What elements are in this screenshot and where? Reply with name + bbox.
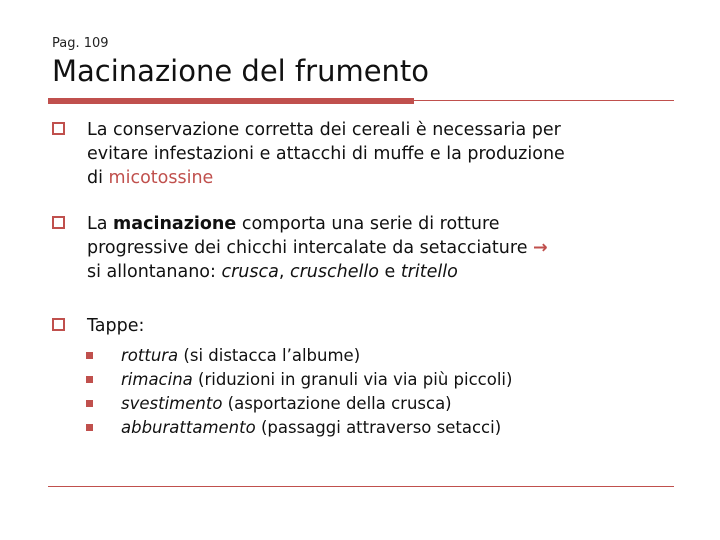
step-term: rottura xyxy=(121,346,179,365)
hollow-square-bullet-icon xyxy=(52,216,65,229)
text-fragment: comporta una serie di rotture xyxy=(236,214,500,234)
text-fragment: e xyxy=(378,262,401,282)
step-text xyxy=(121,417,501,439)
filled-square-bullet-icon xyxy=(86,400,93,407)
bullet-line: evitare infestazioni e attacchi di muffe e la produzione xyxy=(87,144,565,164)
step-detail: (si distacca l’albume) xyxy=(178,346,361,365)
bullet-line xyxy=(87,166,657,190)
list-item xyxy=(86,344,646,368)
bullet-line xyxy=(87,236,657,260)
hollow-square-bullet-icon xyxy=(52,318,65,331)
bullet-line: La conservazione corretta dei cereali è necessaria per xyxy=(87,120,561,140)
crusca-term: crusca xyxy=(221,262,279,282)
bullet-text: Tappe: xyxy=(87,316,145,336)
step-detail: (riduzioni in granuli via via più piccoli) xyxy=(192,370,513,389)
text-fragment: si allontanano: xyxy=(87,262,222,282)
step-detail: (passaggi attraverso setacci) xyxy=(255,418,502,437)
macinazione-bold: macinazione xyxy=(113,214,237,234)
right-arrow-icon: → xyxy=(533,238,548,258)
footer-rule xyxy=(48,486,674,487)
bullet-text xyxy=(87,118,657,190)
step-text xyxy=(121,345,360,367)
page-number: Pag. 109 xyxy=(52,36,109,51)
text-fragment: di xyxy=(87,168,109,188)
list-item xyxy=(86,368,646,392)
tritello-term: tritello xyxy=(400,262,458,282)
text-fragment: progressive dei chicchi intercalate da setacciature xyxy=(87,238,528,258)
cruschello-term: cruschello xyxy=(289,262,379,282)
text-fragment: La xyxy=(87,214,114,234)
step-text xyxy=(121,369,512,391)
filled-square-bullet-icon xyxy=(86,376,93,383)
bullet-line xyxy=(87,212,657,236)
step-detail: (asportazione della crusca) xyxy=(222,394,452,413)
page-title: Macinazione del frumento xyxy=(52,54,430,88)
title-rule-thick xyxy=(48,98,414,104)
bullet-line xyxy=(87,260,657,284)
micotossine-highlight: micotossine xyxy=(108,168,214,188)
step-term: abburattamento xyxy=(121,418,256,437)
hollow-square-bullet-icon xyxy=(52,122,65,135)
step-text xyxy=(121,393,452,415)
filled-square-bullet-icon xyxy=(86,352,93,359)
step-term: svestimento xyxy=(121,394,223,413)
list-item xyxy=(86,416,646,440)
filled-square-bullet-icon xyxy=(86,424,93,431)
list-item xyxy=(86,392,646,416)
text-fragment: , xyxy=(278,262,290,282)
steps-list xyxy=(86,344,646,440)
bullet-text xyxy=(87,212,657,284)
step-term: rimacina xyxy=(121,370,193,389)
